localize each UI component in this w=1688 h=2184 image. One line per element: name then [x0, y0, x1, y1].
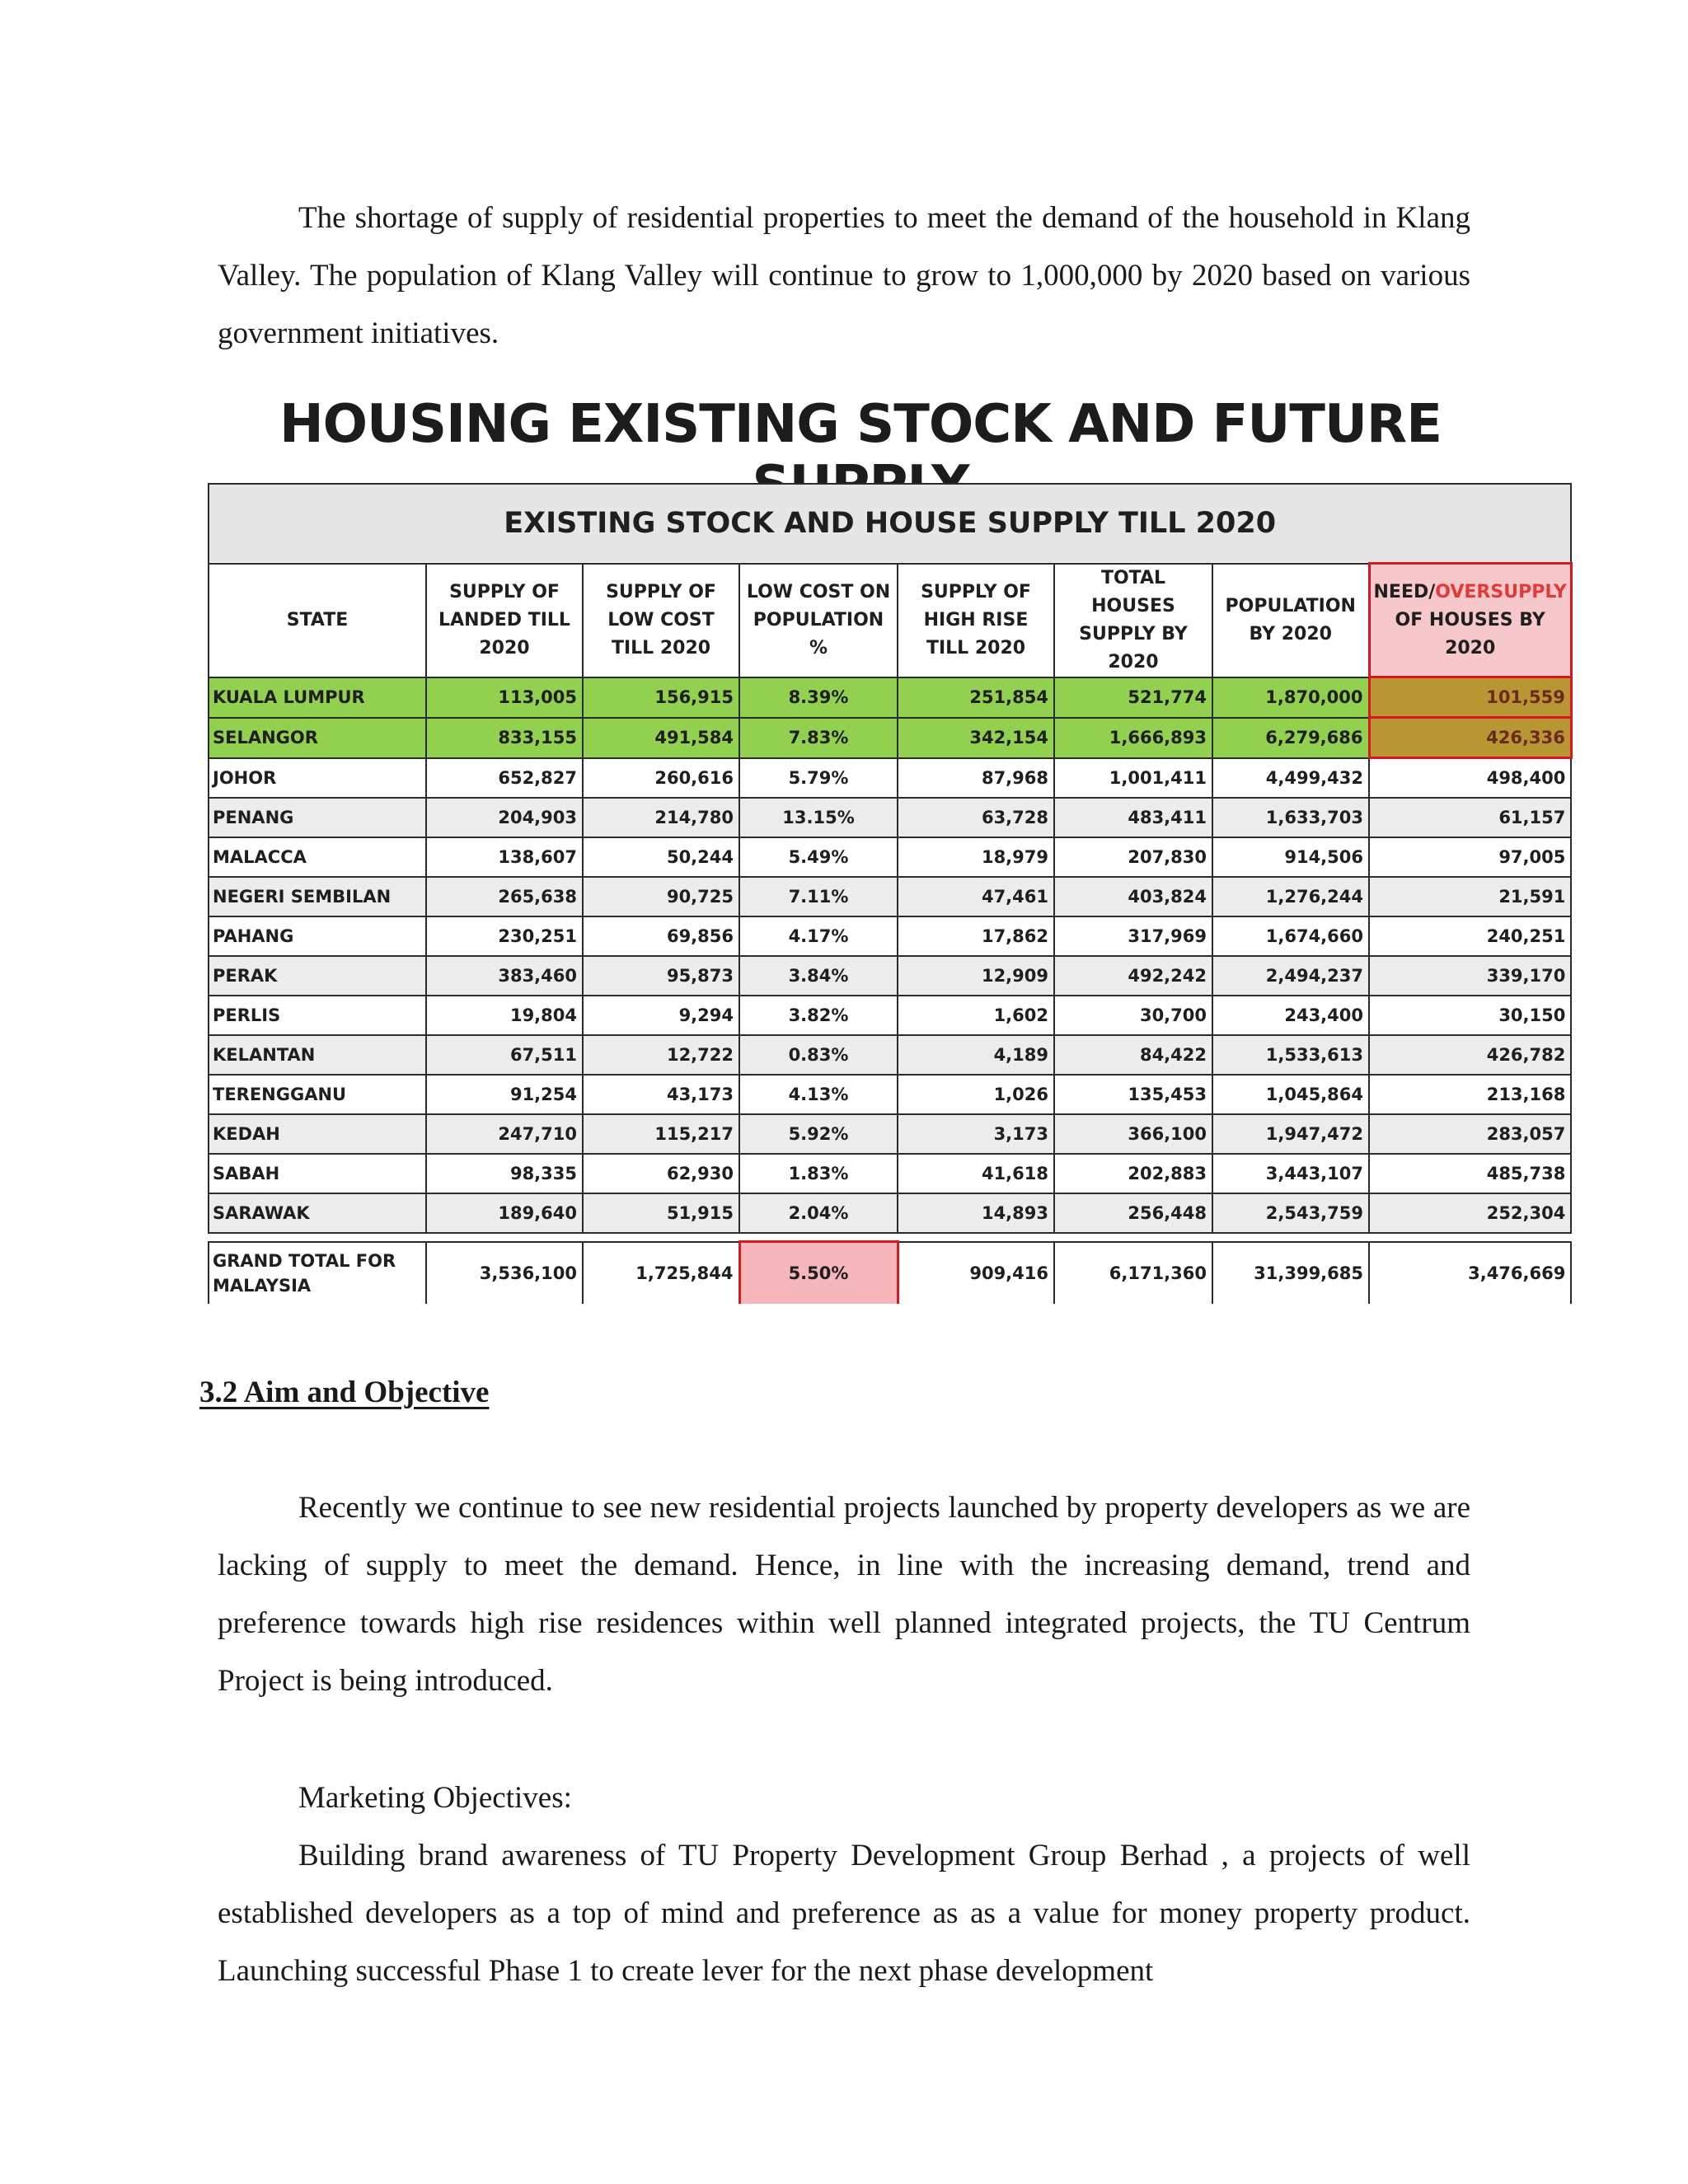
cell-low-cost: 62,930	[583, 1154, 739, 1193]
cell-state: TERENGGANU	[209, 1075, 426, 1114]
cell-total-houses: 135,453	[1054, 1075, 1212, 1114]
cell-total-houses: 84,422	[1054, 1035, 1212, 1075]
cell-total-houses: 521,774	[1054, 677, 1212, 718]
cell-state: MALACCA	[209, 837, 426, 877]
total-cell-total-houses: 6,171,360	[1054, 1242, 1212, 1305]
cell-need-oversupply: 61,157	[1369, 798, 1571, 837]
cell-high-rise: 3,173	[898, 1114, 1054, 1154]
cell-high-rise: 12,909	[898, 956, 1054, 996]
table-row	[209, 718, 1571, 758]
cell-population: 1,276,244	[1212, 877, 1369, 916]
header-low-cost-pct: LOW COST ON POPULATION %	[739, 564, 898, 677]
cell-high-rise: 4,189	[898, 1035, 1054, 1075]
total-cell-population: 31,399,685	[1212, 1242, 1369, 1305]
cell-state: JOHOR	[209, 758, 426, 799]
cell-state: KELANTAN	[209, 1035, 426, 1075]
aim-paragraph-text: Recently we continue to see new residential projects launched by property developers as we are lacking of supply to meet the demand. Hence, in line with the increasing demand, trend and preference towards high rise residences within well planned integrated projects, the TU Centrum Project is being introduced.	[218, 1491, 1470, 1698]
cell-need-oversupply: 485,738	[1369, 1154, 1571, 1193]
cell-low-cost: 51,915	[583, 1193, 739, 1233]
cell-low-cost-pct: 13.15%	[739, 798, 898, 837]
header-high-rise: SUPPLY OF HIGH RISE TILL 2020	[898, 564, 1054, 677]
cell-landed: 189,640	[426, 1193, 583, 1233]
cell-population: 2,543,759	[1212, 1193, 1369, 1233]
cell-high-rise: 342,154	[898, 718, 1054, 758]
infographic-title: HOUSING EXISTING STOCK AND FUTURE	[279, 394, 1442, 455]
cell-state: SARAWAK	[209, 1193, 426, 1233]
table-row	[209, 1193, 1571, 1233]
header-state: STATE	[209, 564, 426, 677]
cell-need-oversupply: 21,591	[1369, 877, 1571, 916]
cell-state: KUALA LUMPUR	[209, 677, 426, 718]
cell-low-cost: 156,915	[583, 677, 739, 718]
total-cell-high-rise: 909,416	[898, 1242, 1054, 1305]
cell-high-rise: 18,979	[898, 837, 1054, 877]
marketing-objectives-label: Marketing Objectives:	[298, 1781, 572, 1815]
table-row	[209, 758, 1571, 799]
cell-high-rise: 87,968	[898, 758, 1054, 799]
cell-landed: 19,804	[426, 996, 583, 1035]
cell-state: PAHANG	[209, 916, 426, 956]
table-row	[209, 677, 1571, 718]
cell-population: 1,533,613	[1212, 1035, 1369, 1075]
cell-state: NEGERI SEMBILAN	[209, 877, 426, 916]
cell-total-houses: 483,411	[1054, 798, 1212, 837]
cell-need-oversupply: 339,170	[1369, 956, 1571, 996]
cell-landed: 138,607	[426, 837, 583, 877]
cell-population: 243,400	[1212, 996, 1369, 1035]
cell-landed: 91,254	[426, 1075, 583, 1114]
cell-population: 1,633,703	[1212, 798, 1369, 837]
cell-low-cost: 214,780	[583, 798, 739, 837]
cell-low-cost-pct: 7.11%	[739, 877, 898, 916]
cell-low-cost: 90,725	[583, 877, 739, 916]
cell-low-cost: 9,294	[583, 996, 739, 1035]
cell-population: 4,499,432	[1212, 758, 1369, 799]
cell-high-rise: 17,862	[898, 916, 1054, 956]
cell-high-rise: 1,602	[898, 996, 1054, 1035]
cell-high-rise: 251,854	[898, 677, 1054, 718]
cell-total-houses: 1,666,893	[1054, 718, 1212, 758]
cell-total-houses: 317,969	[1054, 916, 1212, 956]
cell-high-rise: 14,893	[898, 1193, 1054, 1233]
cell-high-rise: 41,618	[898, 1154, 1054, 1193]
grand-total-row	[209, 1242, 1571, 1305]
cell-low-cost: 12,722	[583, 1035, 739, 1075]
cell-low-cost: 43,173	[583, 1075, 739, 1114]
cell-total-houses: 207,830	[1054, 837, 1212, 877]
header-total-houses: TOTAL HOUSES SUPPLY BY 2020	[1054, 564, 1212, 677]
cell-population: 914,506	[1212, 837, 1369, 877]
cell-population: 1,947,472	[1212, 1114, 1369, 1154]
cell-low-cost-pct: 5.49%	[739, 837, 898, 877]
table-body	[209, 677, 1571, 1305]
cell-need-oversupply: 426,336	[1369, 718, 1571, 758]
cell-high-rise: 63,728	[898, 798, 1054, 837]
table-row	[209, 837, 1571, 877]
cell-low-cost-pct: 3.84%	[739, 956, 898, 996]
header-need-oversupply	[1369, 564, 1571, 677]
cell-landed: 113,005	[426, 677, 583, 718]
cell-population: 1,674,660	[1212, 916, 1369, 956]
cell-state: SELANGOR	[209, 718, 426, 758]
header-oversupply-text: OVERSUPPLY	[1435, 581, 1567, 602]
cell-total-houses: 492,242	[1054, 956, 1212, 996]
header-population: POPULATION BY 2020	[1212, 564, 1369, 677]
cell-high-rise: 47,461	[898, 877, 1054, 916]
cell-low-cost: 491,584	[583, 718, 739, 758]
table-row	[209, 1154, 1571, 1193]
header-landed: SUPPLY OF LANDED TILL 2020	[426, 564, 583, 677]
cell-total-houses: 1,001,411	[1054, 758, 1212, 799]
intro-paragraph-text: The shortage of supply of residential properties to meet the demand of the household in Klang Valley. The population of Klang Valley will continue to grow to 1,000,000 by 2020 based on various government initiatives.	[218, 201, 1470, 350]
cell-population: 2,494,237	[1212, 956, 1369, 996]
table-header-row	[209, 564, 1571, 677]
cell-state: PENANG	[209, 798, 426, 837]
table-row	[209, 1114, 1571, 1154]
cell-total-houses: 403,824	[1054, 877, 1212, 916]
table-row	[209, 798, 1571, 837]
total-cell-landed: 3,536,100	[426, 1242, 583, 1305]
total-cell-need-oversupply: 3,476,669	[1369, 1242, 1571, 1305]
cell-low-cost-pct: 1.83%	[739, 1154, 898, 1193]
cell-need-oversupply: 213,168	[1369, 1075, 1571, 1114]
aim-paragraph	[218, 1479, 1470, 1710]
cell-low-cost: 50,244	[583, 837, 739, 877]
cell-low-cost-pct: 4.17%	[739, 916, 898, 956]
table-row	[209, 956, 1571, 996]
cell-low-cost: 260,616	[583, 758, 739, 799]
cell-landed: 833,155	[426, 718, 583, 758]
cell-state: SABAH	[209, 1154, 426, 1193]
table-spacer	[209, 1233, 1571, 1242]
table-caption: EXISTING STOCK AND HOUSE SUPPLY TILL 2020	[209, 484, 1571, 564]
cell-low-cost-pct: 3.82%	[739, 996, 898, 1035]
table-row	[209, 996, 1571, 1035]
cell-high-rise: 1,026	[898, 1075, 1054, 1114]
cell-total-houses: 256,448	[1054, 1193, 1212, 1233]
cell-need-oversupply: 240,251	[1369, 916, 1571, 956]
total-cell-low-cost-pct: 5.50%	[739, 1242, 898, 1305]
cell-landed: 265,638	[426, 877, 583, 916]
cell-need-oversupply: 283,057	[1369, 1114, 1571, 1154]
cell-total-houses: 30,700	[1054, 996, 1212, 1035]
cell-need-oversupply: 30,150	[1369, 996, 1571, 1035]
cell-population: 6,279,686	[1212, 718, 1369, 758]
marketing-paragraph-text: Building brand awareness of TU Property Development Group Berhad , a projects of well established developers as a top of mind and preference as as a value for money property product. Launching successful Phase 1 to create lever for the next phase development	[218, 1839, 1470, 1988]
cell-low-cost-pct: 0.83%	[739, 1035, 898, 1075]
cell-low-cost: 69,856	[583, 916, 739, 956]
total-cell-state: GRAND TOTAL FOR MALAYSIA	[209, 1242, 426, 1305]
cell-population: 1,870,000	[1212, 677, 1369, 718]
cell-low-cost-pct: 4.13%	[739, 1075, 898, 1114]
cell-low-cost-pct: 2.04%	[739, 1193, 898, 1233]
spacer-cell	[209, 1233, 1571, 1242]
table-row	[209, 916, 1571, 956]
cell-landed: 230,251	[426, 916, 583, 956]
cell-low-cost-pct: 7.83%	[739, 718, 898, 758]
total-cell-low-cost: 1,725,844	[583, 1242, 739, 1305]
cell-total-houses: 366,100	[1054, 1114, 1212, 1154]
cell-population: 1,045,864	[1212, 1075, 1369, 1114]
table-row	[209, 1035, 1571, 1075]
cell-landed: 247,710	[426, 1114, 583, 1154]
cell-landed: 67,511	[426, 1035, 583, 1075]
header-need-text: NEED/	[1373, 581, 1436, 602]
cell-need-oversupply: 426,782	[1369, 1035, 1571, 1075]
cell-need-oversupply: 97,005	[1369, 837, 1571, 877]
cell-population: 3,443,107	[1212, 1154, 1369, 1193]
cell-state: KEDAH	[209, 1114, 426, 1154]
cell-landed: 652,827	[426, 758, 583, 799]
cell-need-oversupply: 498,400	[1369, 758, 1571, 799]
table-row	[209, 877, 1571, 916]
cell-low-cost: 95,873	[583, 956, 739, 996]
marketing-paragraph	[218, 1827, 1470, 2000]
cell-state: PERLIS	[209, 996, 426, 1035]
cell-landed: 204,903	[426, 798, 583, 837]
cell-low-cost-pct: 8.39%	[739, 677, 898, 718]
table-row	[209, 1075, 1571, 1114]
cell-state: PERAK	[209, 956, 426, 996]
cell-total-houses: 202,883	[1054, 1154, 1212, 1193]
cell-low-cost-pct: 5.92%	[739, 1114, 898, 1154]
cell-landed: 98,335	[426, 1154, 583, 1193]
cell-low-cost: 115,217	[583, 1114, 739, 1154]
intro-paragraph	[218, 190, 1470, 363]
header-houses-by-text: OF HOUSES BY 2020	[1395, 609, 1545, 658]
cell-low-cost-pct: 5.79%	[739, 758, 898, 799]
cell-landed: 383,460	[426, 956, 583, 996]
header-low-cost: SUPPLY OF LOW COST TILL 2020	[583, 564, 739, 677]
cell-need-oversupply: 101,559	[1369, 677, 1571, 718]
section-heading: 3.2 Aim and Objective	[199, 1376, 490, 1409]
cell-need-oversupply: 252,304	[1369, 1193, 1571, 1233]
housing-supply-table	[208, 483, 1573, 1304]
